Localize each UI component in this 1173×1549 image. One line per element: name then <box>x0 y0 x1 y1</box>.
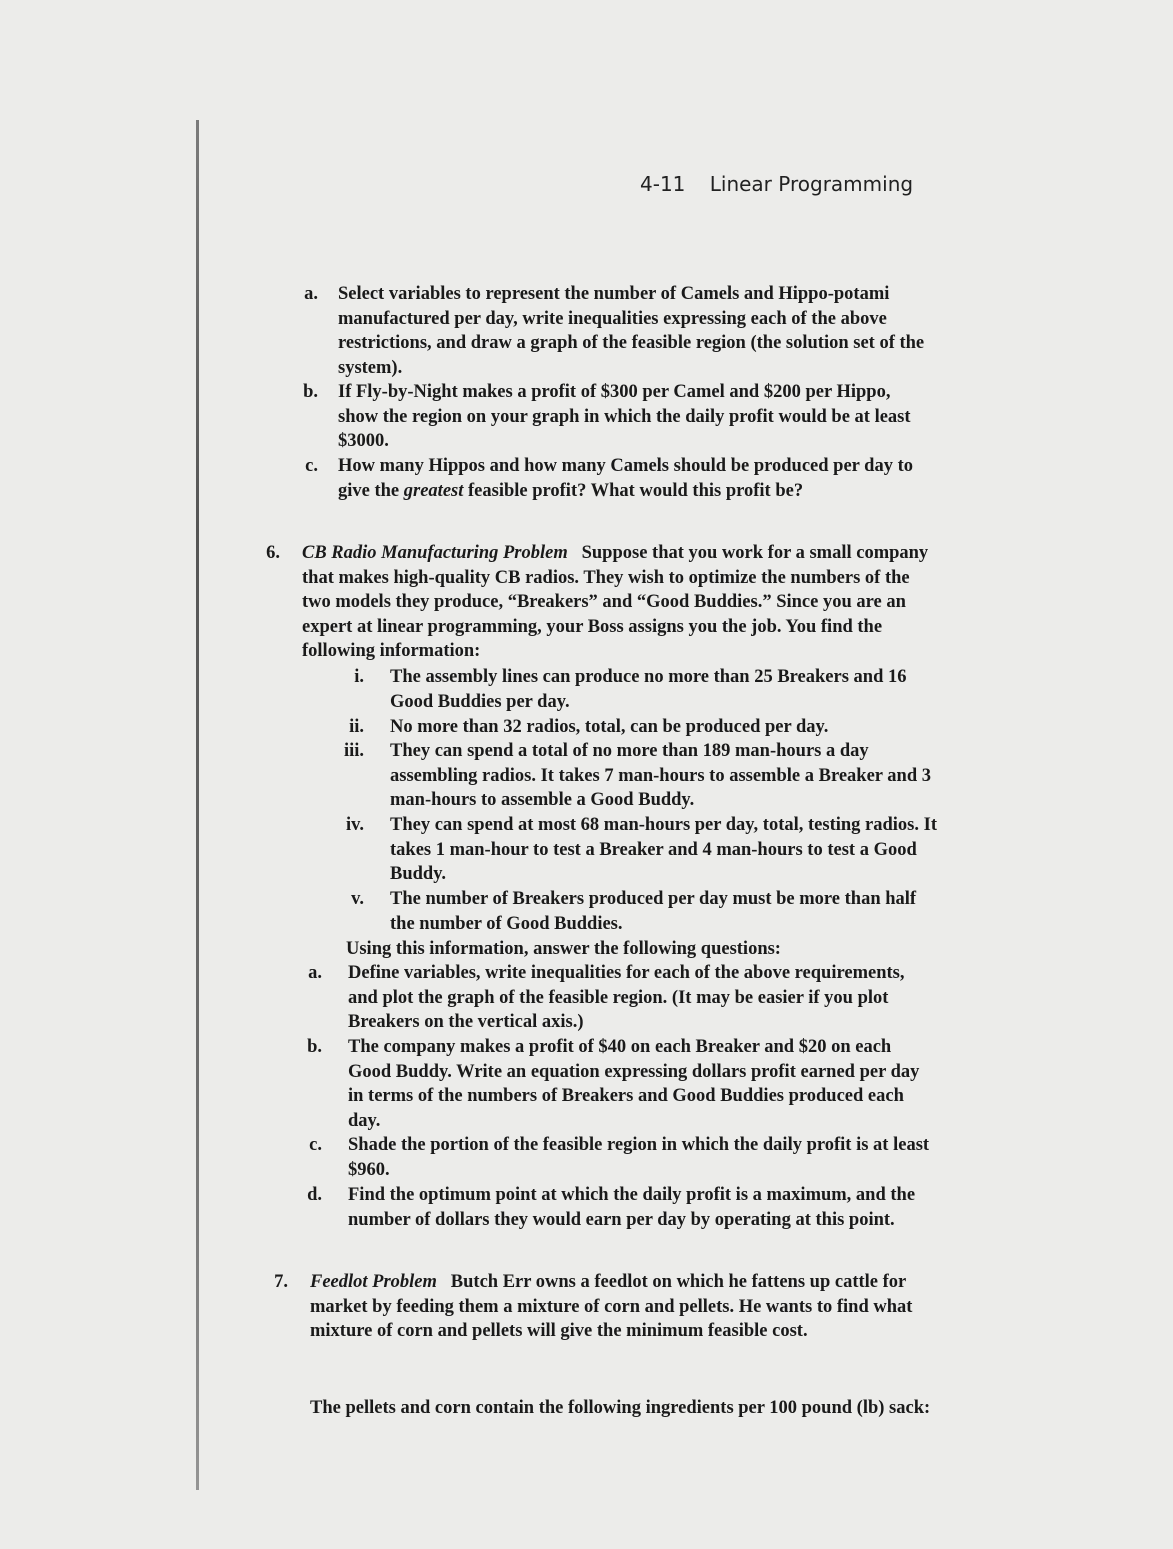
emphasis: greatest <box>403 480 464 501</box>
problem6-part-d <box>254 1183 954 1232</box>
part-label: c. <box>309 1135 322 1155</box>
problem-intro: Butch Err owns a feedlot on which he fattens up cattle for market by feeding them a mixture of corn and pellets. He wants to find what mixture of corn and pellets will give the minimum feasible cost. <box>310 1272 913 1341</box>
constraint-i <box>254 665 954 714</box>
problem6-part-b <box>254 1035 954 1133</box>
constraint-iii <box>254 739 954 813</box>
constraint-label: v. <box>351 889 364 909</box>
part-text: If Fly-by-Night makes a profit of $300 per Camel and $200 per Hippo, show the region on your graph in which the daily profit would be at least $3000. <box>338 382 911 451</box>
part-label: c. <box>305 456 318 476</box>
problem-text <box>310 1270 940 1344</box>
text-run: How many Hippos and how many Camels should be produced per day to give the <box>338 456 913 501</box>
margin-rule <box>196 120 199 1490</box>
problem6-part-c <box>254 1133 954 1182</box>
constraint-v <box>254 887 954 936</box>
problem6-part-a <box>254 961 954 1035</box>
running-header <box>640 172 970 196</box>
constraint-iv <box>254 813 954 887</box>
constraint-label: i. <box>354 667 364 687</box>
problem7-intro <box>262 1270 962 1344</box>
constraint-label: iv. <box>346 815 364 835</box>
problem5-part-a <box>290 282 940 380</box>
part-label: b. <box>307 1037 322 1057</box>
problem5-part-c <box>290 454 940 503</box>
problem-number: 6. <box>266 543 280 563</box>
constraint-text: The number of Breakers produced per day must be more than half the number of Good Buddies. <box>390 889 917 934</box>
problem-title: Feedlot Problem <box>310 1272 437 1292</box>
text-run: feasible profit? What would this profit be? <box>463 480 804 501</box>
constraint-text: They can spend a total of no more than 189 man-hours a day assembling radios. It takes 7 man-hours to assemble a Breaker and 3 man-hours to assemble a Good Buddy. <box>390 741 931 810</box>
section-number: 4-11 <box>640 172 686 196</box>
problem7-paragraph: The pellets and corn contain the following ingredients per 100 pound (lb) sack: <box>310 1398 931 1418</box>
problem-number: 7. <box>274 1272 288 1292</box>
problem5-part-b <box>290 380 940 454</box>
part-text: Find the optimum point at which the daily profit is a maximum, and the number of dollars they would earn per day by operating at this point. <box>348 1185 916 1230</box>
part-text: Shade the portion of the feasible region in which the daily profit is at least $960. <box>348 1135 930 1180</box>
section-title: Linear Programming <box>709 172 914 196</box>
part-label: a. <box>308 963 322 983</box>
part-label: b. <box>303 382 318 402</box>
problem-text <box>302 541 932 664</box>
constraint-text: No more than 32 radios, total, can be produced per day. <box>390 717 829 737</box>
constraint-text: They can spend at most 68 man-hours per day, total, testing radios. It takes 1 man-hour to test a Breaker and 4 man-hours to test a Good Buddy. <box>390 815 937 884</box>
constraint-ii <box>254 715 954 740</box>
part-text: The company makes a profit of $40 on each Breaker and $20 on each Good Buddy. Write an equation expressing dollars profit earned per day in terms of the numbers of Breakers and Good Buddies produced each day. <box>348 1037 920 1131</box>
part-text <box>338 454 918 503</box>
questions-lead-in: Using this information, answer the following questions: <box>346 939 781 959</box>
part-label: d. <box>307 1185 322 1205</box>
problem-intro: Suppose that you work for a small company that makes high-quality CB radios. They wish to optimize the numbers of the two models they produce, “Breakers” and “Good Buddies.” Since you are an expert at linear programming, your Boss assigns you the job. You find the following information: <box>302 543 929 661</box>
constraint-label: ii. <box>349 717 364 737</box>
part-text: Define variables, write inequalities for each of the above requirements, and plot the graph of the feasible region. (It may be easier if you plot Breakers on the vertical axis.) <box>348 963 905 1032</box>
part-text: Select variables to represent the number of Camels and Hippo-potami manufactured per day, write inequalities expressing each of the above restrictions, and draw a graph of the feasible region (the solution set of the system). <box>338 284 925 378</box>
problem-title: CB Radio Manufacturing Problem <box>302 543 568 563</box>
problem6-intro <box>254 541 954 664</box>
part-label: a. <box>304 284 318 304</box>
constraint-label: iii. <box>343 741 364 761</box>
constraint-text: The assembly lines can produce no more than 25 Breakers and 16 Good Buddies per day. <box>390 667 907 712</box>
